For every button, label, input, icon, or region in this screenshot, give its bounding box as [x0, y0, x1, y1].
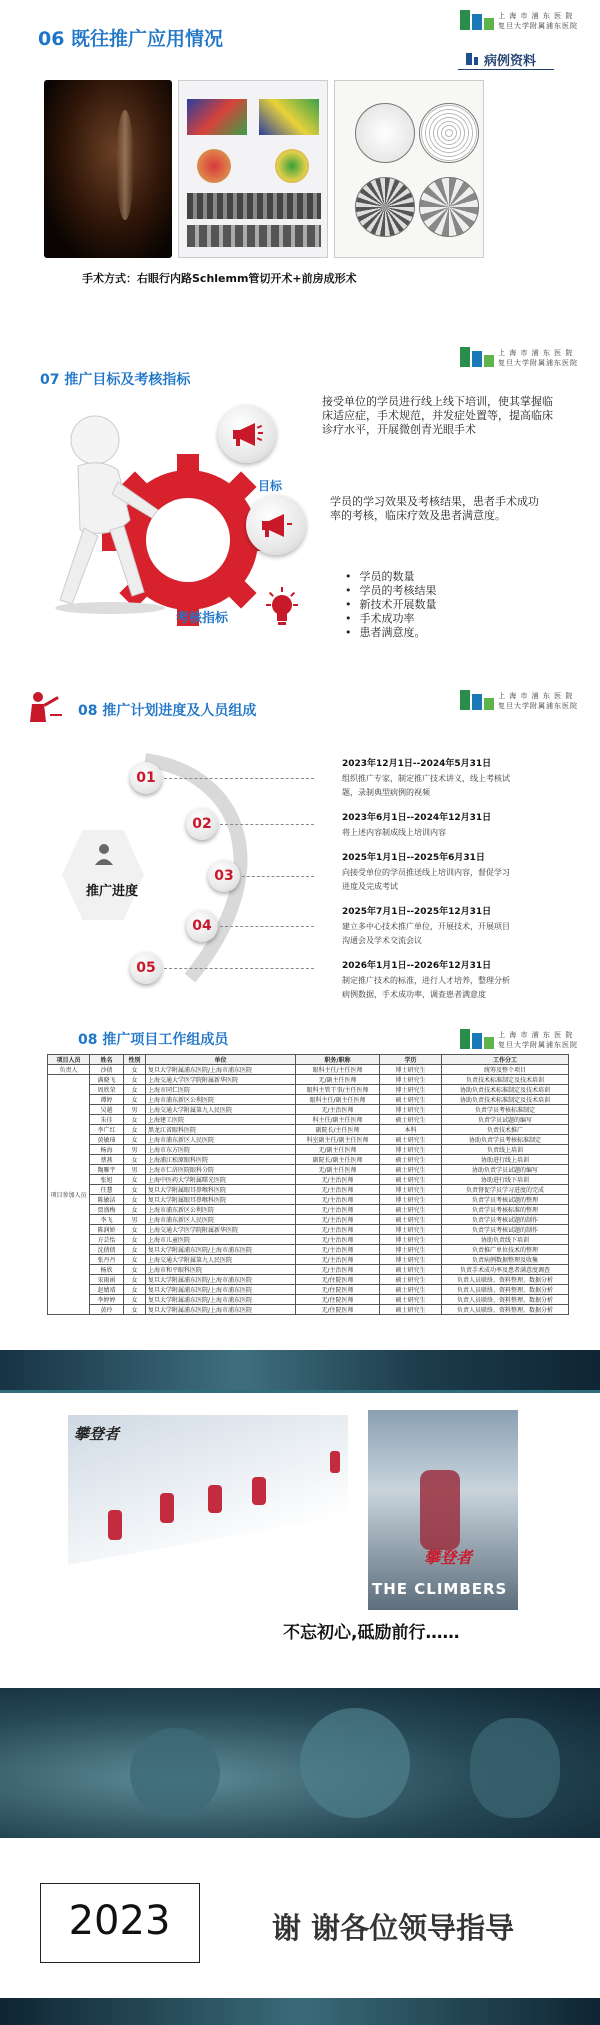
user-icon: [95, 843, 113, 865]
table-cell: 李飞: [90, 1215, 124, 1225]
slide-06: [0, 0, 600, 300]
table-row: [48, 1125, 569, 1135]
table-cell: 上海市浦东新区人民医院: [146, 1135, 296, 1145]
table-cell: 负责病例数据整理及收集: [442, 1255, 569, 1265]
table-row: [48, 1155, 569, 1165]
table-cell: 上海市浦东新区人民医院: [146, 1215, 296, 1225]
table-cell: 赵婧靖: [90, 1285, 124, 1295]
year-box: [40, 1883, 200, 1963]
table-cell: 硕士研究生: [380, 1295, 442, 1305]
table-cell: 博士研究生: [380, 1105, 442, 1115]
movie-poster: [368, 1410, 518, 1610]
table-cell: 负责学员考核标准制定: [442, 1105, 569, 1115]
milestone-date: 2025年1月1日--2025年6月31日: [342, 853, 485, 863]
table-cell: 女: [124, 1275, 146, 1285]
table-cell: 项目参加人员: [48, 1075, 90, 1315]
table-cell: 无/主治医师: [296, 1195, 380, 1205]
table-cell: 无/住院医师: [296, 1305, 380, 1315]
climber-figure: [108, 1510, 122, 1540]
hospital-logo: [460, 8, 588, 32]
table-cell: 副院长/副主任医师: [296, 1155, 380, 1165]
table-cell: 沙倩: [90, 1065, 124, 1075]
sec08b-title: 08 推广项目工作组成员: [78, 1032, 229, 1048]
slide-08-schedule: [0, 680, 600, 1010]
table-cell: 博士研究生: [380, 1255, 442, 1265]
table-cell: 副院长/主任医师: [296, 1125, 380, 1135]
table-cell: 上海交通大学附属第九人民医院: [146, 1255, 296, 1265]
milestone-text: 将上述内容制成线上培训内容: [342, 828, 446, 837]
hex-label: 推广进度: [86, 884, 139, 899]
table-cell: 女: [124, 1095, 146, 1105]
table-row: [48, 1095, 569, 1105]
oct-report-image: [178, 80, 328, 258]
climber-figure: [160, 1493, 174, 1523]
logo-text-1: 上 海 市 浦 东 医 院: [498, 12, 574, 20]
table-cell: 任慧: [90, 1185, 124, 1195]
logo-mark-icon: [460, 10, 494, 30]
table-cell: 谭婷: [90, 1095, 124, 1105]
milestone-num: 02: [186, 808, 218, 840]
table-cell: 硕士研究生: [380, 1135, 442, 1145]
table-cell: 陈润娇: [90, 1225, 124, 1235]
table-cell: 上海市儿童医院: [146, 1235, 296, 1245]
table-cell: 上海市浦东新区公利医院: [146, 1095, 296, 1105]
motto: 不忘初心,砥励前行……: [283, 1623, 460, 1643]
table-cell: 男: [124, 1165, 146, 1175]
table-cell: 负责学员考核试题的制作: [442, 1215, 569, 1225]
table-cell: 复旦大学附属浦东医院/上海市浦东医院: [146, 1065, 296, 1075]
table-cell: 协助负责线下培训: [442, 1235, 569, 1245]
table-cell: 黑龙江省眼科医院: [146, 1125, 296, 1135]
table-row: [48, 1205, 569, 1215]
table-cell: 女: [124, 1185, 146, 1195]
table-cell: 上海市仁济医院眼科分院: [146, 1165, 296, 1175]
table-cell: 科主任/副主任医师: [296, 1115, 380, 1125]
table-cell: 负责技术标准制定及技术培训: [442, 1075, 569, 1085]
table-cell: 硕士研究生: [380, 1285, 442, 1295]
table-cell: 女: [124, 1175, 146, 1185]
table-cell: 无/住院医师: [296, 1285, 380, 1295]
table-cell: 硕士研究生: [380, 1215, 442, 1225]
table-row: [48, 1185, 569, 1195]
table-cell: 满晓飞: [90, 1075, 124, 1085]
table-row: [48, 1145, 569, 1155]
milestone-connector: [220, 926, 314, 927]
table-cell: 女: [124, 1155, 146, 1165]
year-text: 2023: [68, 1898, 171, 1944]
table-cell: 上海浦江松原眼科医院: [146, 1155, 296, 1165]
table-cell: 无/住院医师: [296, 1275, 380, 1285]
surgery-caption: 手术方式：右眼行内路Schlemm管切开术+前房成形术: [82, 272, 357, 285]
table-cell: 负责督促学员学习进度的完成: [442, 1185, 569, 1195]
table-cell: 复旦大学附属浦东医院/上海市浦东医院: [146, 1305, 296, 1315]
case-underline: [458, 69, 554, 70]
table-cell: 协助进行线上培训: [442, 1155, 569, 1165]
table-cell: 陈敏洁: [90, 1195, 124, 1205]
table-cell: 女: [124, 1085, 146, 1095]
table-cell: 本科: [380, 1125, 442, 1135]
table-cell: 博士研究生: [380, 1245, 442, 1255]
presenter-icon: [24, 688, 64, 728]
table-cell: 宋雨函: [90, 1275, 124, 1285]
milestone-num: 01: [130, 762, 162, 794]
table-cell: 复旦大学附属浦东医院/上海市浦东医院: [146, 1295, 296, 1305]
slide-10-thanks: [0, 1688, 600, 2025]
goal-text: 接受单位的学员进行线上线下培训，使其掌握临床适应症，手术规范，并发症处置等，提高临床诊疗水平，开展微创青光眼手术: [322, 395, 553, 436]
table-cell: 眼科主任/主任医师: [296, 1065, 380, 1075]
table-cell: 负责技术推广: [442, 1125, 569, 1135]
hospital-logo: [460, 688, 588, 712]
logo-text-2: 复旦大学附属浦东医院: [498, 1041, 578, 1049]
table-row: [48, 1215, 569, 1225]
kpi-text: 学员的学习效果及考核结果，患者手术成功率的考核，临床疗效及患者满意度。: [330, 495, 539, 522]
table-cell: 复旦大学附属浦东医院/上海市浦东医院: [146, 1285, 296, 1295]
milestone-date: 2025年7月1日--2025年12月31日: [342, 907, 492, 917]
table-cell: 无/主治医师: [296, 1205, 380, 1215]
table-cell: 无/副主任医师: [296, 1075, 380, 1085]
table-cell: 硕士研究生: [380, 1165, 442, 1175]
table-cell: 负责人: [48, 1065, 90, 1075]
table-cell: 上海建工医院: [146, 1115, 296, 1125]
table-cell: 协助负责学员试题的编写: [442, 1165, 569, 1175]
table-cell: 复旦大学附属眼耳鼻喉科医院: [146, 1195, 296, 1205]
kpi-item: • 学员的数量: [345, 570, 437, 584]
table-cell: 女: [124, 1205, 146, 1215]
table-cell: 无/主治医师: [296, 1175, 380, 1185]
table-cell: 硕士研究生: [380, 1115, 442, 1125]
table-cell: 负责学员考核试题的整理: [442, 1195, 569, 1205]
table-cell: 科室副主任/副主任医师: [296, 1135, 380, 1145]
table-row: [48, 1285, 569, 1295]
table-cell: 博士研究生: [380, 1185, 442, 1195]
table-cell: 负责学员考核标准的整理: [442, 1205, 569, 1215]
sec06-title: 06 既往推广应用情况: [38, 28, 224, 50]
table-cell: 上海市同仁医院: [146, 1085, 296, 1095]
milestone-num: 04: [186, 910, 218, 942]
milestone-date: 2023年6月1日--2024年12月31日: [342, 813, 492, 823]
table-cell: 博士研究生: [380, 1145, 442, 1155]
table-cell: 女: [124, 1075, 146, 1085]
table-cell: 蔡燕: [90, 1155, 124, 1165]
table-cell: 硕士研究生: [380, 1265, 442, 1275]
logo-text-1: 上 海 市 浦 东 医 院: [498, 1031, 574, 1039]
col-header: 工作分工: [442, 1055, 569, 1065]
milestone-connector: [220, 824, 314, 825]
team-table: [47, 1054, 569, 1315]
poster-en-title: THE CLIMBERS: [372, 1580, 508, 1598]
table-cell: 上海中医药大学附属曙光医院: [146, 1175, 296, 1185]
table-cell: 男: [124, 1105, 146, 1115]
table-cell: 硕士研究生: [380, 1175, 442, 1185]
table-row: [48, 1075, 569, 1085]
kpi-megaphone-icon: [246, 495, 306, 555]
surgery-photo: [0, 1688, 600, 1838]
case-label: 病例资料: [484, 54, 537, 69]
table-cell: 硕士研究生: [380, 1095, 442, 1105]
logo-text-1: 上 海 市 浦 东 医 院: [498, 349, 574, 357]
milestone-connector: [164, 968, 314, 969]
table-row: [48, 1105, 569, 1115]
climber-figure: [252, 1477, 266, 1505]
case-bar-icon-2: [474, 57, 478, 65]
table-cell: 女: [124, 1225, 146, 1235]
top-dark-band: [0, 1350, 600, 1390]
table-cell: 女: [124, 1235, 146, 1245]
table-cell: 上海市东方医院: [146, 1145, 296, 1155]
table-cell: 周欣荣: [90, 1085, 124, 1095]
sec07-title: 07 推广目标及考核指标: [40, 372, 191, 388]
logo-mark-icon: [460, 1029, 494, 1049]
table-row: [48, 1115, 569, 1125]
table-row: [48, 1065, 569, 1075]
table-cell: 无/副主任医师: [296, 1165, 380, 1175]
visual-field-image: [334, 80, 484, 258]
table-cell: 女: [124, 1135, 146, 1145]
hospital-logo: [460, 345, 588, 369]
table-cell: 女: [124, 1255, 146, 1265]
table-cell: 硕士研究生: [380, 1275, 442, 1285]
logo-mark-icon: [460, 347, 494, 367]
poster-logo-text: 攀登者: [74, 1425, 120, 1443]
table-cell: 负责人员联络、资料整理、数据分析: [442, 1285, 569, 1295]
table-cell: 负责学员试题的编写: [442, 1115, 569, 1125]
table-row: [48, 1235, 569, 1245]
logo-text-2: 复旦大学附属浦东医院: [498, 22, 578, 30]
milestone-text: 组织推广专家，制定推广技术讲义，线上考核试题，录制典型病例的视频: [342, 774, 510, 797]
table-cell: 女: [124, 1285, 146, 1295]
logo-mark-icon: [460, 690, 494, 710]
slide-09-climbers: [0, 1350, 600, 1680]
eye-photo: [44, 80, 172, 258]
table-cell: 协助负责技术标准制定及技术培训: [442, 1085, 569, 1095]
kpi-item: • 新技术开展数量: [345, 598, 437, 612]
logo-text-1: 上 海 市 浦 东 医 院: [498, 692, 574, 700]
table-cell: 杨海: [90, 1145, 124, 1155]
table-cell: 负责线上培训: [442, 1145, 569, 1155]
milestone-num: 05: [130, 952, 162, 984]
table-cell: 贾盛梅: [90, 1205, 124, 1215]
table-cell: 女: [124, 1305, 146, 1315]
table-cell: 眼科主任/副主任医师: [296, 1095, 380, 1105]
table-cell: 博士研究生: [380, 1235, 442, 1245]
table-cell: 无/副主任医师: [296, 1145, 380, 1155]
table-cell: 女: [124, 1295, 146, 1305]
table-cell: 无/主治医师: [296, 1215, 380, 1225]
table-cell: 男: [124, 1145, 146, 1155]
table-cell: 张丹丹: [90, 1255, 124, 1265]
climbers-photo: [68, 1415, 348, 1603]
table-cell: 负责推广单位技术的整理: [442, 1245, 569, 1255]
table-cell: 张旭: [90, 1175, 124, 1185]
table-cell: 复旦大学附属浦东医院/上海市浦东医院: [146, 1275, 296, 1285]
table-row: [48, 1225, 569, 1235]
col-header: 性别: [124, 1055, 146, 1065]
table-row: [48, 1175, 569, 1185]
milestone-text: 向接受单位的学员推送线上培训内容，督促学习进度及完成考试: [342, 868, 510, 891]
table-cell: 复旦大学附属浦东医院/上海市浦东医院: [146, 1245, 296, 1255]
team-table-body: [48, 1065, 569, 1315]
table-cell: 女: [124, 1065, 146, 1075]
table-row: [48, 1255, 569, 1265]
goal-label: 目标: [258, 479, 283, 493]
table-cell: 无/主治医师: [296, 1245, 380, 1255]
milestone-date: 2023年12月1日--2024年5月31日: [342, 759, 492, 769]
thanks-text: 谢 谢各位领导指导: [272, 1911, 515, 1945]
table-cell: 博士研究生: [380, 1195, 442, 1205]
table-cell: 方芸怡: [90, 1235, 124, 1245]
table-row: [48, 1275, 569, 1285]
table-cell: 博士研究生: [380, 1065, 442, 1075]
table-cell: 上海交通大学医学院附属新华医院: [146, 1075, 296, 1085]
table-cell: 博士研究生: [380, 1085, 442, 1095]
table-cell: 男: [124, 1215, 146, 1225]
lightbulb-icon: [262, 585, 302, 629]
col-header: 职务/职称: [296, 1055, 380, 1065]
table-cell: 女: [124, 1115, 146, 1125]
table-cell: 统筹及整个项目: [442, 1065, 569, 1075]
kpi-list: [345, 570, 437, 640]
table-cell: 硕士研究生: [380, 1155, 442, 1165]
table-row: [48, 1245, 569, 1255]
table-cell: 女: [124, 1125, 146, 1135]
col-header: 单位: [146, 1055, 296, 1065]
milestone-connector: [242, 876, 314, 877]
kpi-item: • 患者满意度。: [345, 626, 437, 640]
table-row: [48, 1135, 569, 1145]
table-header-row: [48, 1055, 569, 1065]
table-cell: 协助负责学员考核标准制定: [442, 1135, 569, 1145]
table-cell: 上海市和平眼科医院: [146, 1265, 296, 1275]
milestone-date: 2026年1月1日--2026年12月31日: [342, 961, 492, 971]
milestone-text: 制定推广技术的标准，进行人才培养，整理分析病例数据，手术成功率，调查患者满意度: [342, 976, 510, 999]
table-cell: 黄敏琦: [90, 1135, 124, 1145]
table-cell: 博士研究生: [380, 1225, 442, 1235]
table-row: [48, 1195, 569, 1205]
table-cell: 协助负责技术标准制定及技术培训: [442, 1095, 569, 1105]
poster-figure: [420, 1470, 460, 1550]
col-header: 项目人员: [48, 1055, 90, 1065]
table-cell: 无/住院医师: [296, 1295, 380, 1305]
table-cell: 无/主治医师: [296, 1105, 380, 1115]
col-header: 学历: [380, 1055, 442, 1065]
logo-text-2: 复旦大学附属浦东医院: [498, 359, 578, 367]
table-cell: 陶雁宇: [90, 1165, 124, 1175]
kpi-label: 考核指标: [176, 611, 229, 626]
case-bar-icon: [466, 53, 472, 65]
kpi-item: • 手术成功率: [345, 612, 437, 626]
table-row: [48, 1165, 569, 1175]
table-cell: 无/主治医师: [296, 1255, 380, 1265]
table-cell: 女: [124, 1195, 146, 1205]
bottom-dark-band: [0, 1998, 600, 2025]
table-cell: 无/主治医师: [296, 1235, 380, 1245]
milestone-connector: [164, 778, 314, 779]
table-cell: 硕士研究生: [380, 1205, 442, 1215]
table-cell: 朱佳: [90, 1115, 124, 1125]
table-cell: 上海交通大学医学院附属新华医院: [146, 1225, 296, 1235]
table-cell: 负责学员考核试题的制作: [442, 1225, 569, 1235]
band-accent: [0, 1390, 600, 1393]
table-row: [48, 1305, 569, 1315]
table-cell: 沈倩倩: [90, 1245, 124, 1255]
table-cell: 协助进行线下培训: [442, 1175, 569, 1185]
table-cell: 无/主治医师: [296, 1185, 380, 1195]
table-cell: 眼科主管干事/主任医师: [296, 1085, 380, 1095]
hospital-logo: [460, 1027, 588, 1051]
climber-figure: [330, 1451, 340, 1473]
table-row: [48, 1265, 569, 1275]
table-row: [48, 1085, 569, 1095]
table-cell: 女: [124, 1265, 146, 1275]
sec08a-title: 08 推广计划进度及人员组成: [78, 703, 257, 719]
milestone-num: 03: [208, 860, 240, 892]
climber-figure: [208, 1485, 222, 1513]
table-cell: 杨欣: [90, 1265, 124, 1275]
table-cell: 黄玲: [90, 1305, 124, 1315]
col-header: 姓名: [90, 1055, 124, 1065]
slide-07: [0, 345, 600, 645]
table-cell: 吴越: [90, 1105, 124, 1115]
table-cell: 女: [124, 1245, 146, 1255]
table-cell: 复旦大学附属眼耳鼻喉科医院: [146, 1185, 296, 1195]
table-cell: 无/主治医师: [296, 1265, 380, 1275]
table-cell: 无/主治医师: [296, 1225, 380, 1235]
logo-text-2: 复旦大学附属浦东医院: [498, 702, 578, 710]
table-cell: 负责人员联络、资料整理、数据分析: [442, 1295, 569, 1305]
table-cell: 负责人员联络、资料整理、数据分析: [442, 1275, 569, 1285]
table-cell: 上海市浦东新区公利医院: [146, 1205, 296, 1215]
table-cell: 李广红: [90, 1125, 124, 1135]
table-cell: 李婷婷: [90, 1295, 124, 1305]
table-cell: 博士研究生: [380, 1075, 442, 1085]
table-cell: 上海交通大学附属第九人民医院: [146, 1105, 296, 1115]
table-cell: 负责人员联络、资料整理、数据分析: [442, 1305, 569, 1315]
table-cell: 负责手术成功率及患者满意度调查: [442, 1265, 569, 1275]
kpi-item: • 学员的考核结果: [345, 584, 437, 598]
poster-title: 攀登者: [424, 1548, 473, 1567]
milestone-text: 建立多中心技术推广单位，开展技术，开展项目沟通会及学术交流会议: [342, 922, 510, 945]
table-cell: 硕士研究生: [380, 1305, 442, 1315]
goal-megaphone-icon: [218, 405, 276, 463]
table-row: [48, 1295, 569, 1305]
